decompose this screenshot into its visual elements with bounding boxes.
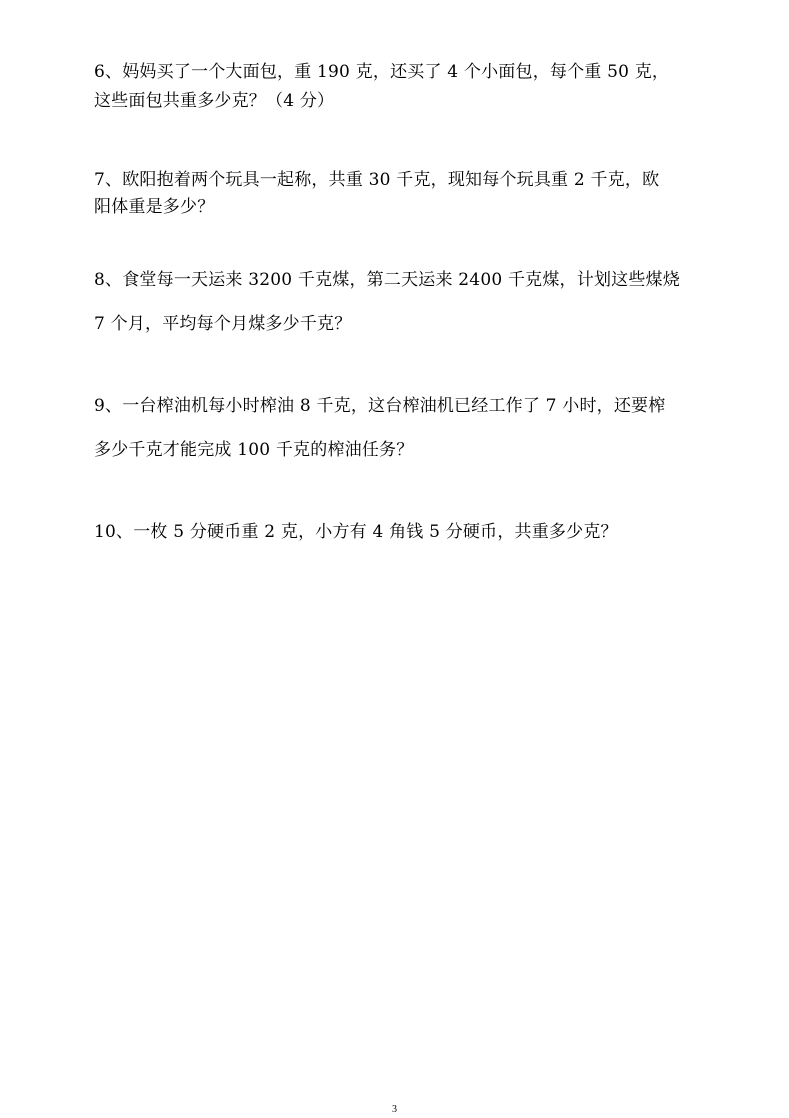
question-9-line-1: 9、一台榨油机每小时榨油 8 千克，这台榨油机已经工作了 7 小时，还要榨 <box>94 396 666 416</box>
question-7-line-2: 阳体重是多少？ <box>94 197 215 217</box>
page-number: 3 <box>392 1104 397 1115</box>
question-9-line-2: 多少千克才能完成 100 千克的榨油任务？ <box>94 440 414 460</box>
question-10-line-1: 10、一枚 5 分硬币重 2 克，小方有 4 角钱 5 分硬币，共重多少克？ <box>94 522 618 542</box>
question-7-line-1: 7、欧阳抱着两个玩具一起称，共重 30 千克，现知每个玩具重 2 千克，欧 <box>94 170 660 190</box>
question-6-line-2: 这些面包共重多少克？（4 分） <box>94 91 335 111</box>
question-8-line-2: 7 个月，平均每个月煤多少千克？ <box>94 314 352 334</box>
question-8-line-1: 8、食堂每一天运来 3200 千克煤，第二天运来 2400 千克煤，计划这些煤烧 <box>94 270 680 290</box>
question-6-line-1: 6、妈妈买了一个大面包，重 190 克，还买了 4 个小面包，每个重 50 克， <box>94 62 670 82</box>
